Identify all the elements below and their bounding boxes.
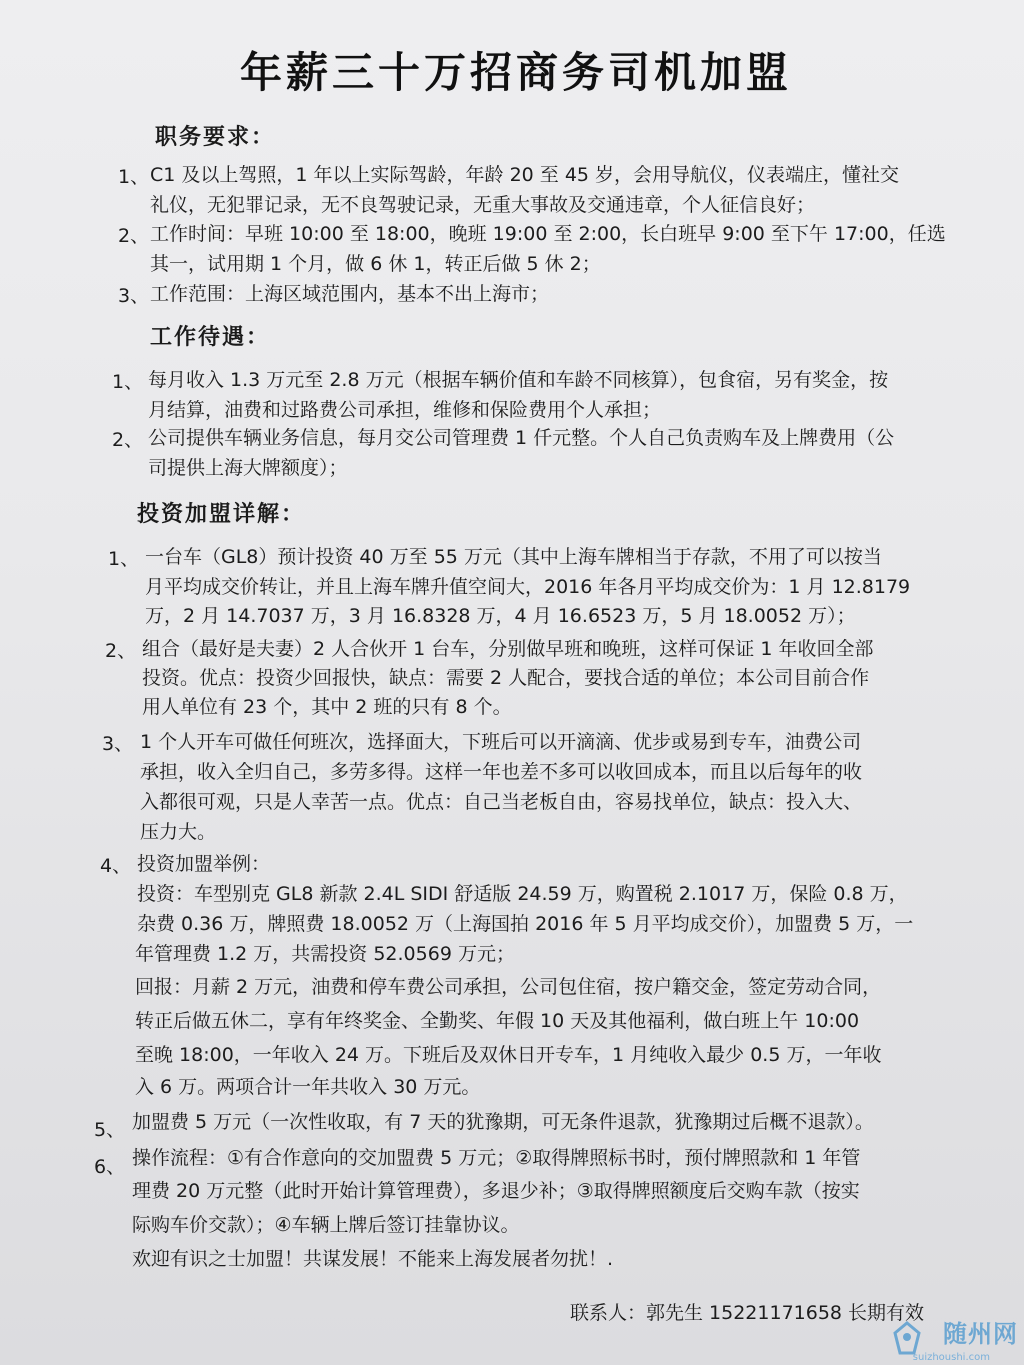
item-line: 每月收入 1.3 万元至 2.8 万元（根据车辆价值和车龄不同核算），包食宿，另有奖金，按 <box>148 369 889 391</box>
item-line: 投资。优点：投资少回报快，缺点：需要 2 人配合，要找合适的单位；本公司目前合作 <box>142 667 870 689</box>
item-line: 工作时间：早班 10:00 至 18:00，晚班 19:00 至 2:00，长白班早 9:00 至下午 17:00，任选 <box>150 223 946 245</box>
item-line: 一台车（GL8）预计投资 40 万至 55 万元（其中上海车牌相当于存款，不用了可以按当 <box>145 546 882 568</box>
item-number: 4、 <box>100 855 132 877</box>
item-line: 欢迎有识之士加盟！共谋发展！不能来上海发展者勿扰！. <box>132 1248 614 1270</box>
item-line: 杂费 0.36 万，牌照费 18.0052 万（上海国拍 2016 年 5 月平均成交价），加盟费 5 万，一 <box>137 913 914 935</box>
item-line: 承担，收入全归自己，多劳多得。这样一年也差不多可以收回成本，而且以后每年的收 <box>140 761 863 783</box>
item-line: 回报：月薪 2 万元，油费和停车费公司承担，公司包住宿，按户籍交金，签定劳动合同， <box>135 976 882 998</box>
item-line: 司提供上海大牌额度）； <box>148 457 348 479</box>
item-line: 转正后做五休二，享有年终奖金、全勤奖、年假 10 天及其他福利，做白班上午 10:00 <box>135 1010 860 1032</box>
item-line: 投资：车型别克 GL8 新款 2.4L SIDI 舒适版 24.59 万，购置税 2.1017 万，保险 0.8 万， <box>137 883 908 905</box>
section-heading-requirements: 职务要求： <box>155 125 276 150</box>
item-line: 年管理费 1.2 万，共需投资 52.0569 万元； <box>135 943 515 965</box>
item-line: 加盟费 5 万元（一次性收取，有 7 天的犹豫期，可无条件退款，犹豫期过后概不退款）。 <box>132 1111 874 1133</box>
section-heading-investment: 投资加盟详解： <box>137 502 306 527</box>
item-line: 际购车价交款）；④车辆上牌后签订挂靠协议。 <box>132 1214 520 1236</box>
item-number: 1、 <box>118 166 150 188</box>
watermark-url: suizhoushi.com <box>912 1352 990 1363</box>
item-line: C1 及以上驾照，1 年以上实际驾龄，年龄 20 至 45 岁，会用导航仪，仪表端庄，懂社交 <box>150 164 900 186</box>
item-line: 组合（最好是夫妻）2 人合伙开 1 台车，分别做早班和晚班，这样可保证 1 年收回全部 <box>142 638 874 660</box>
item-line: 投资加盟举例： <box>137 853 271 875</box>
item-line: 入都很可观，只是人幸苦一点。优点：自己当老板自由，容易找单位，缺点：投入大、 <box>140 791 863 813</box>
item-number: 2、 <box>112 429 144 451</box>
watermark-logo-icon <box>892 1321 922 1355</box>
section-heading-benefits: 工作待遇： <box>150 325 271 350</box>
item-line: 至晚 18:00，一年收入 24 万。下班后及双休日开专车，1 月纯收入最少 0.5 万，一年收 <box>135 1044 882 1066</box>
item-number: 1、 <box>112 371 144 393</box>
item-line: 操作流程：①有合作意向的交加盟费 5 万元；②取得牌照标书时，预付牌照款和 1 年管 <box>132 1147 861 1169</box>
item-line: 月平均成交价转让，并且上海车牌升值空间大，2016 年各月平均成交价为：1 月 12.8179 <box>145 576 911 598</box>
watermark-brand: 随州网 <box>943 1320 1018 1348</box>
item-number: 3、 <box>102 733 134 755</box>
item-number: 2、 <box>105 640 137 662</box>
item-number: 6、 <box>94 1156 126 1178</box>
item-line: 1 个人开车可做任何班次，选择面大，下班后可以开滴滴、优步或易到专车，油费公司 <box>140 731 862 753</box>
item-line: 月结算，油费和过路费公司承担，维修和保险费用个人承担； <box>148 399 662 421</box>
item-line: 万，2 月 14.7037 万，3 月 16.8328 万，4 月 16.6523 万，5 月 18.0052 万）； <box>145 605 856 627</box>
item-number: 5、 <box>94 1119 126 1141</box>
item-line: 用人单位有 23 个，其中 2 班的只有 8 个。 <box>142 696 512 718</box>
item-line: 其一，试用期 1 个月，做 6 休 1，转正后做 5 休 2； <box>150 253 601 275</box>
item-line: 理费 20 万元整（此时开始计算管理费），多退少补；③取得牌照额度后交购车款（按实 <box>132 1180 860 1202</box>
item-number: 1、 <box>108 548 140 570</box>
item-line: 公司提供车辆业务信息，每月交公司管理费 1 仟元整。个人自己负责购车及上牌费用（公 <box>148 427 895 449</box>
contact-line: 联系人：郭先生 15221171658 长期有效 <box>570 1302 925 1324</box>
item-line: 礼仪，无犯罪记录，无不良驾驶记录，无重大事故及交通违章，个人征信良好； <box>150 194 816 216</box>
item-line: 压力大。 <box>140 821 217 843</box>
item-number: 2、 <box>118 225 150 247</box>
item-line: 入 6 万。两项合计一年共收入 30 万元。 <box>135 1076 481 1098</box>
document-title: 年薪三十万招商务司机加盟 <box>240 48 793 97</box>
item-number: 3、 <box>118 285 150 307</box>
item-line: 工作范围：上海区域范围内，基本不出上海市； <box>150 283 550 305</box>
